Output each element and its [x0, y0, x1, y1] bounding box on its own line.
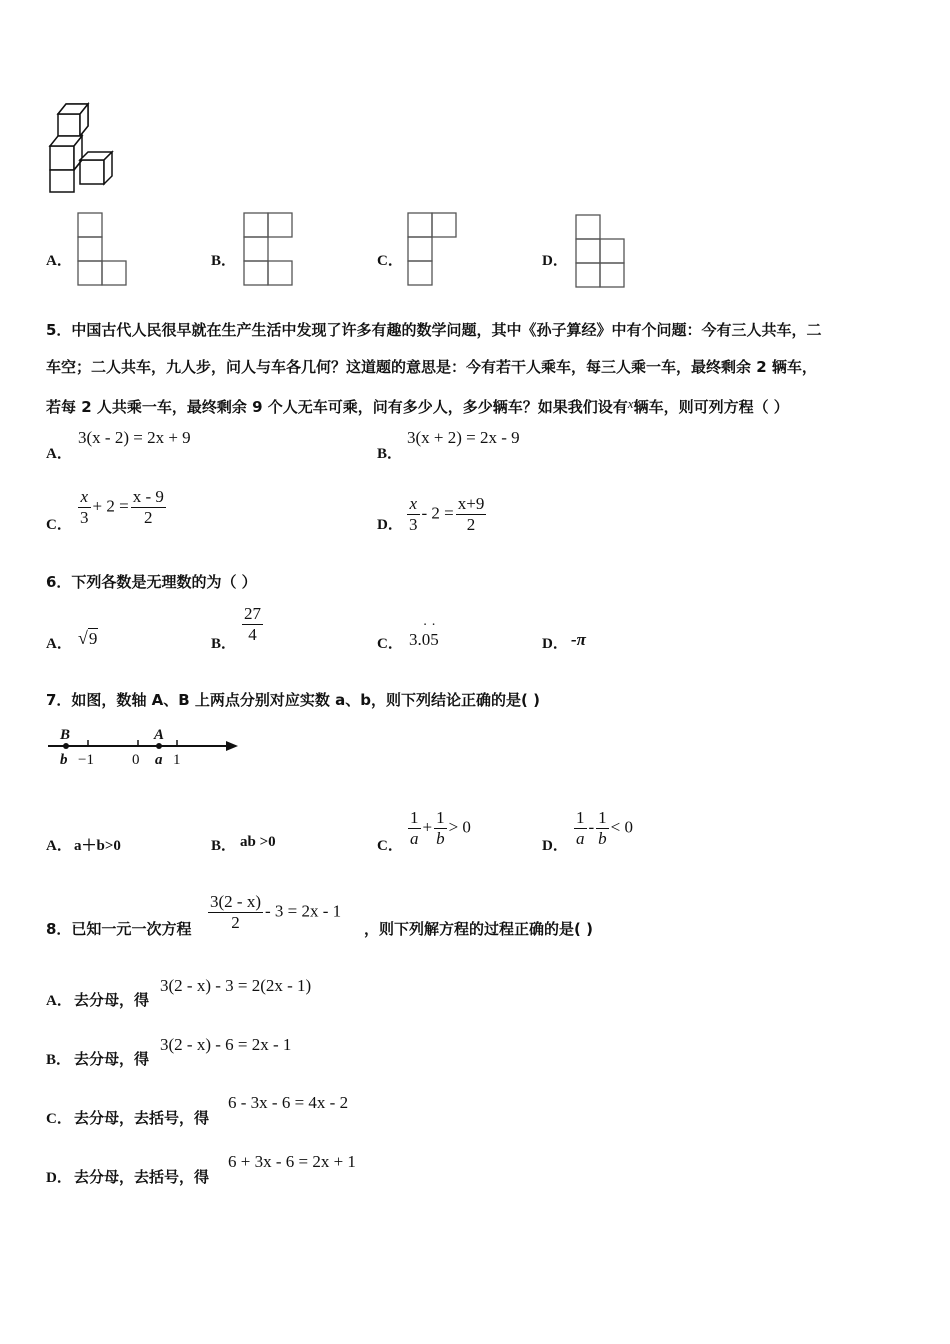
- q5-option-b-expr: 3(x + 2) = 2x - 9: [407, 428, 520, 447]
- q8-option-d-expr: 6 + 3x - 6 = 2x + 1: [228, 1152, 356, 1171]
- q8-option-d-label: D．: [46, 1170, 72, 1186]
- q7-c-op: +: [422, 817, 433, 837]
- q6-option-a-label: A．: [46, 636, 72, 652]
- q5-question-line-3: [46, 394, 916, 417]
- q6-b-num: 27: [244, 604, 261, 623]
- q7-option-c-label: C．: [377, 838, 403, 854]
- q5-c-num2: x - 9: [132, 487, 164, 506]
- q5-option-b-label: B．: [377, 446, 403, 462]
- q8-den: 2: [231, 913, 240, 932]
- number-line-figure: [46, 724, 242, 770]
- q6-option-d-label: D．: [542, 636, 568, 652]
- q5-option-d-expr: [405, 494, 488, 535]
- q7-c-n2: 1: [436, 808, 445, 827]
- q6-option-c-expr: [409, 630, 439, 650]
- q5-c-mid: + 2 =: [92, 496, 129, 516]
- q8-equation: [206, 892, 341, 933]
- q7-option-a-label: A．: [46, 838, 72, 854]
- q7-d-d1: a: [576, 829, 585, 848]
- q5-d-den2: 2: [466, 515, 476, 534]
- q4-option-d-label: D．: [542, 253, 568, 269]
- q7-d-d2: b: [598, 829, 607, 848]
- q7-option-a-expr: a＋b>0: [74, 838, 121, 854]
- q7-c-d2: b: [436, 829, 445, 848]
- q7-option-c-expr: [406, 808, 471, 849]
- q7-option-d-label: D．: [542, 838, 568, 854]
- q4-view-a: [77, 212, 129, 286]
- label-zero: 0: [132, 752, 140, 768]
- label-B: B: [60, 727, 71, 743]
- q5-option-c-expr: [76, 487, 168, 528]
- q7-option-d-expr: [572, 808, 633, 849]
- q8-option-a-text: 去分母，得: [74, 991, 150, 1009]
- point-b: [63, 743, 69, 749]
- q5-d-num2: x+9: [457, 494, 485, 513]
- q5-question-line-1: 5．中国古代人民很早就在生产生活中发现了许多有趣的数学问题，其中《孙子算经》中有个问题：今有三人共车，二: [46, 321, 822, 339]
- q5-d-num1: x: [407, 494, 420, 515]
- q7-option-b-label: B．: [211, 838, 237, 854]
- label-minus-one: −1: [78, 752, 94, 768]
- q7-d-rel: < 0: [610, 817, 634, 837]
- q6-option-b-label: B．: [211, 636, 237, 652]
- q5-option-a-expr: 3(x - 2) = 2x + 9: [78, 428, 191, 447]
- q7-d-n2: 1: [598, 808, 607, 827]
- q5-d-mid: - 2 =: [421, 503, 454, 523]
- q5-d-den1: 3: [409, 515, 418, 534]
- q6-b-den: 4: [242, 624, 263, 645]
- cube-stack-figure: [48, 102, 114, 194]
- q6-sqrt-radicand: 9: [88, 629, 98, 648]
- q7-question: 7．如图，数轴 A、B 上两点分别对应实数 a、b，则下列结论正确的是( ): [46, 691, 540, 709]
- q8-prefix: 8．已知一元一次方程: [46, 920, 192, 938]
- q7-d-n1: 1: [576, 808, 585, 827]
- q5-c-den1: 3: [80, 508, 89, 527]
- q5-c-num1: x: [78, 487, 91, 508]
- q4-view-d: [575, 214, 627, 288]
- q6-option-a-expr: √9: [78, 628, 98, 648]
- q6-option-c-label: C．: [377, 636, 403, 652]
- label-one: 1: [173, 752, 181, 768]
- q8-option-a-label: A．: [46, 993, 72, 1009]
- q5-c-den2: 2: [144, 508, 153, 527]
- label-a: a: [155, 752, 163, 768]
- q7-option-b-expr: ab >0: [240, 834, 276, 850]
- q8-option-c-text: 去分母，去括号，得: [74, 1109, 210, 1127]
- q5-line3-part1: 若每 2 人共乘一车，最终剩余 9 个人无车可乘，问有多少人，多少辆车？如果我们设有: [46, 398, 628, 416]
- q5-option-c-label: C．: [46, 517, 72, 533]
- q6-c-digit1: · 0: [422, 630, 431, 650]
- q8-option-b-text: 去分母，得: [74, 1050, 150, 1068]
- q6-option-d-expr: -π: [571, 630, 586, 649]
- q6-c-digit2: · 5: [430, 630, 439, 650]
- q5-option-d-label: D．: [377, 517, 403, 533]
- q8-option-a-expr: 3(2 - x) - 3 = 2(2x - 1): [160, 976, 312, 995]
- q5-question-line-2: 车空；二人共车，九人步，问人与车各几何？这道题的意思是：今有若干人乘车，每三人乘一车，最终剩余 2 辆车，: [46, 358, 817, 376]
- q5-variable: x: [627, 396, 634, 411]
- point-a: [156, 743, 162, 749]
- label-b: b: [60, 752, 68, 768]
- q7-d-op: -: [588, 817, 595, 837]
- q8-option-c-expr: 6 - 3x - 6 = 4x - 2: [228, 1093, 349, 1112]
- q8-num: 3(2 - x): [210, 892, 261, 911]
- q5-line3-part2: 辆车，则可列方程（ ）: [633, 398, 789, 416]
- q4-view-b: [243, 212, 295, 286]
- number-line-arrow: [226, 741, 238, 751]
- q5-option-a-label: A．: [46, 446, 72, 462]
- q8-option-c-label: C．: [46, 1111, 72, 1127]
- q6-question: 6．下列各数是无理数的为（ ）: [46, 573, 257, 591]
- q6-option-b-expr: [240, 604, 265, 645]
- q8-option-b-label: B．: [46, 1052, 72, 1068]
- q8-rest: - 3 = 2x - 1: [264, 901, 342, 921]
- q8-option-d-text: 去分母，去括号，得: [74, 1168, 210, 1186]
- q4-option-c-label: C．: [377, 253, 403, 269]
- q7-c-n1: 1: [410, 808, 419, 827]
- q7-c-rel: > 0: [448, 817, 471, 837]
- q4-view-c: [407, 212, 459, 286]
- q8-option-b-expr: 3(2 - x) - 6 = 2x - 1: [160, 1035, 292, 1054]
- q6-c-int: 3.: [409, 630, 422, 649]
- q4-option-a-label: A．: [46, 253, 72, 269]
- label-A: A: [154, 727, 165, 743]
- q4-option-b-label: B．: [211, 253, 237, 269]
- q8-suffix: ，则下列解方程的过程正确的是( ): [364, 920, 593, 938]
- q7-c-d1: a: [410, 829, 419, 848]
